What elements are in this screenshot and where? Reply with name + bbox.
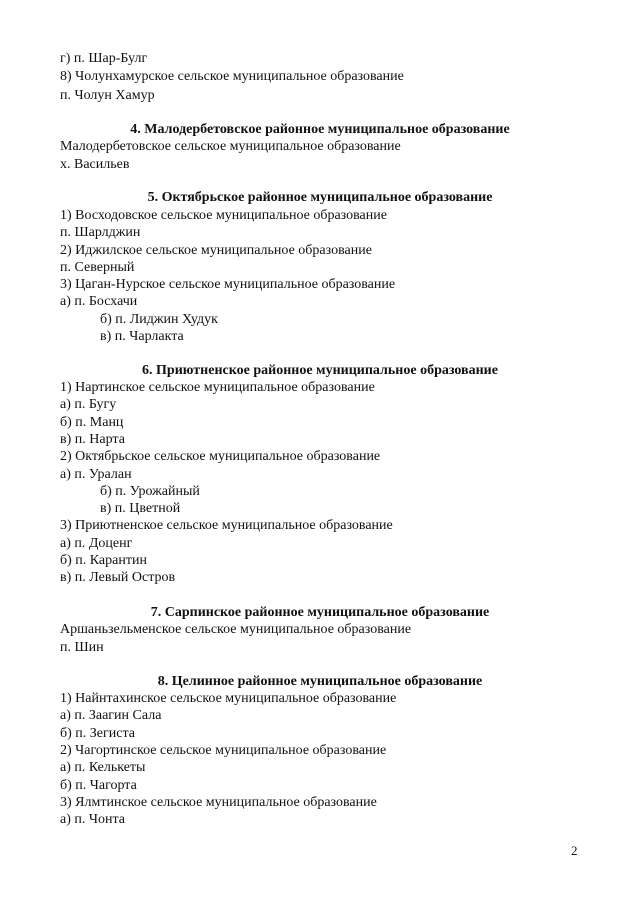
list-item: а) п. Бугу	[60, 397, 117, 412]
list-item: 2) Иджилское сельское муниципальное образование	[60, 243, 372, 258]
list-item: 3) Ялмтинское сельское муниципальное образование	[60, 795, 377, 810]
section-heading: 6. Приютненское районное муниципальное образование	[142, 363, 498, 378]
list-item: а) п. Чонта	[60, 812, 125, 827]
list-item: 1) Восходовское сельское муниципальное образование	[60, 208, 387, 223]
list-item: а) п. Доценг	[60, 536, 133, 551]
list-item: 2) Октябрьское сельское муниципальное образование	[60, 449, 381, 464]
list-item: в) п. Цветной	[100, 501, 181, 516]
section-heading: 8. Целинное районное муниципальное образование	[157, 674, 483, 689]
list-item: б) п. Манц	[60, 415, 124, 430]
list-item: п. Северный	[60, 260, 135, 275]
list-item: б) п. Зегиста	[60, 726, 135, 741]
list-item: а) п. Уралан	[60, 467, 132, 482]
page-number: 2	[571, 843, 578, 858]
list-item: 2) Чагортинское сельское муниципальное образование	[60, 743, 387, 758]
section-heading: 7. Сарпинское районное муниципальное образование	[150, 605, 490, 620]
list-item: Аршаньзельменское сельское муниципальное образование	[60, 622, 412, 637]
list-item: 1) Нартинское сельское муниципальное образование	[60, 380, 375, 395]
section-heading: 5. Октябрьское районное муниципальное образование	[147, 190, 493, 205]
list-item: Малодербетовское сельское муниципальное образование	[60, 139, 401, 154]
list-item: в) п. Левый Остров	[60, 570, 176, 585]
list-item: х. Васильев	[60, 157, 130, 172]
list-item: 8) Чолунхамурское сельское муниципальное образование	[60, 69, 404, 84]
list-item: 1) Найнтахинское сельское муниципальное образование	[60, 691, 397, 706]
list-item: в) п. Чарлакта	[100, 329, 184, 344]
list-item: п. Шин	[60, 640, 104, 655]
list-item: п. Шарлджин	[60, 225, 141, 240]
list-item: 3) Цаган-Нурское сельское муниципальное образование	[60, 277, 396, 292]
list-item: г) п. Шар-Булг	[60, 51, 148, 66]
list-item: а) п. Босхачи	[60, 294, 138, 309]
list-item: а) п. Келькеты	[60, 760, 146, 775]
list-item: б) п. Карантин	[60, 553, 147, 568]
list-item: 3) Приютненское сельское муниципальное образование	[60, 518, 393, 533]
list-item: б) п. Лиджин Худук	[100, 312, 218, 327]
section-heading: 4. Малодербетовское районное муниципальное образование	[130, 122, 510, 137]
list-item: б) п. Чагорта	[60, 778, 137, 793]
list-item: п. Чолун Хамур	[60, 88, 155, 103]
list-item: а) п. Заагин Сала	[60, 708, 162, 723]
list-item: в) п. Нарта	[60, 432, 125, 447]
list-item: б) п. Урожайный	[100, 484, 200, 499]
